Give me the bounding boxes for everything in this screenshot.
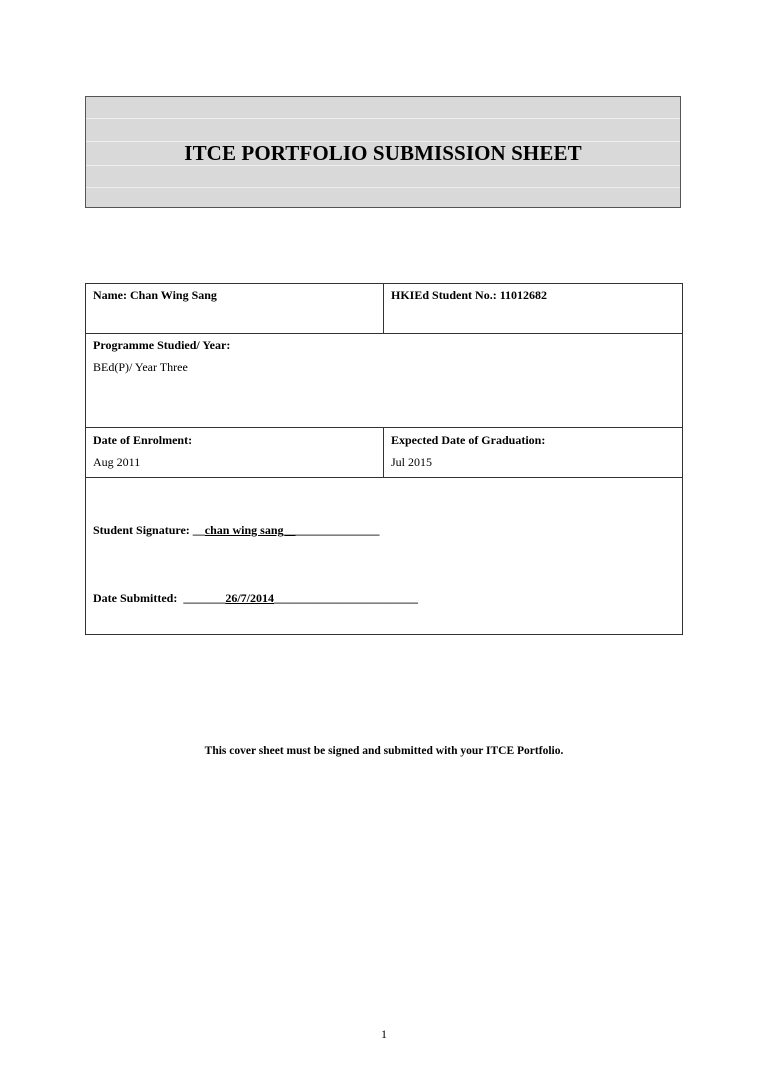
signature-underscore-pre: __	[192, 523, 205, 537]
programme-cell	[86, 334, 683, 428]
signature-value: chan wing sang__	[204, 523, 296, 537]
name-value: Chan Wing Sang	[129, 288, 217, 302]
cover-sheet-note: This cover sheet must be signed and submitted with your ITCE Portfolio.	[204, 745, 564, 757]
enrolment-value: Aug 2011	[93, 455, 141, 469]
page-number: 1	[381, 1027, 387, 1041]
student-info-table	[85, 283, 683, 635]
page-title: ITCE PORTFOLIO SUBMISSION SHEET	[184, 141, 582, 165]
enrolment-label: Date of Enrolment:	[93, 433, 193, 447]
date-submitted-line	[93, 591, 418, 606]
date-submitted-value: 26/7/2014	[225, 591, 274, 605]
signature-underscore-post: ______________	[295, 523, 380, 537]
programme-label: Programme Studied/ Year:	[93, 338, 231, 352]
signature-cell	[86, 478, 683, 635]
graduation-value: Jul 2015	[391, 455, 433, 469]
signature-line	[93, 523, 380, 538]
student-no-cell	[384, 284, 683, 334]
name-label: Name:	[93, 288, 127, 302]
graduation-cell	[384, 428, 683, 478]
date-submitted-label: Date Submitted:	[93, 591, 178, 605]
student-no-label: HKIEd Student No.:	[391, 288, 497, 302]
date-underscore-post: ________________________	[274, 591, 418, 605]
programme-value: BEd(P)/ Year Three	[93, 360, 188, 374]
name-cell	[86, 284, 384, 334]
signature-label: Student Signature:	[93, 523, 190, 537]
title-box	[85, 96, 681, 208]
graduation-label: Expected Date of Graduation:	[391, 433, 546, 447]
student-no-value: 11012682	[499, 288, 548, 302]
date-underscore-pre: _______	[183, 591, 226, 605]
enrolment-cell	[86, 428, 384, 478]
